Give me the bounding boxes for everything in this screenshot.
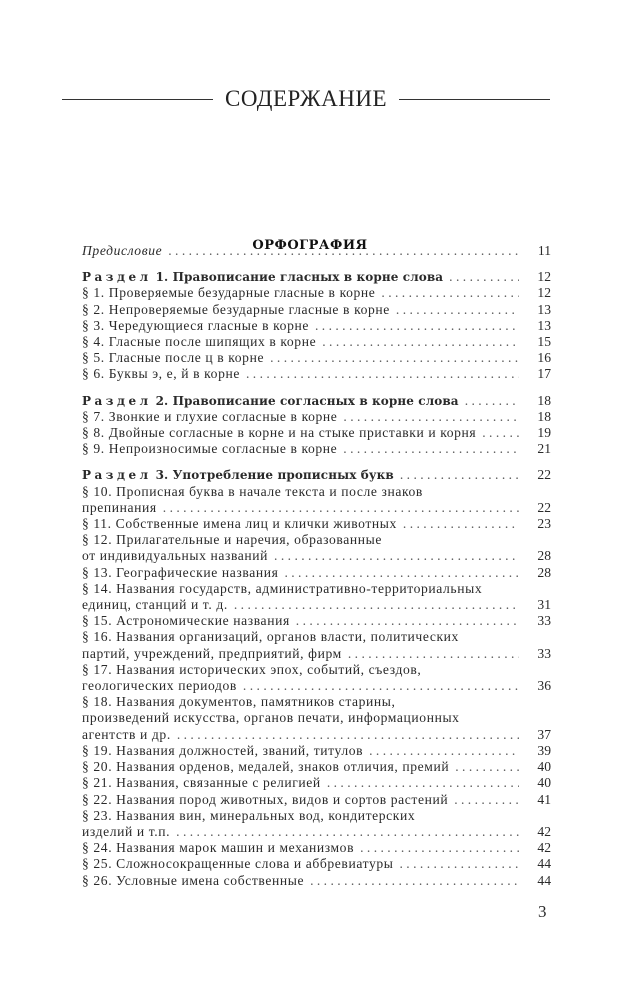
toc-line <box>82 759 551 775</box>
toc-section <box>82 467 551 483</box>
toc-line <box>82 409 551 425</box>
toc-line <box>82 516 551 532</box>
toc-entry <box>82 581 551 613</box>
toc-line <box>82 743 551 759</box>
section-prefix: Раздел <box>82 270 152 285</box>
entry-page-number: 16 <box>537 350 551 366</box>
entry-page-number: 19 <box>537 425 551 441</box>
entry-title: геологических периодов <box>82 678 237 694</box>
dot-leader <box>310 873 519 889</box>
entry-page-number: 18 <box>537 392 551 408</box>
entry-page-number: 33 <box>537 645 551 661</box>
toc-entry <box>82 532 551 564</box>
dot-leader <box>270 350 519 366</box>
entry-title: препинания <box>82 499 157 515</box>
entry-title: § 18. Названия документов, памятников старины, <box>82 694 396 710</box>
dot-leader <box>454 792 519 808</box>
entry-page-number: 42 <box>537 840 551 856</box>
entry-title: § 13. Географические названия <box>82 564 279 580</box>
entry-title: § 9. Непроизносимые согласные в корне <box>82 441 338 457</box>
header-rule-right <box>399 99 550 100</box>
toc-entry <box>82 840 551 856</box>
entry-title: § 26. Условные имена собственные <box>82 872 305 888</box>
dot-leader <box>176 824 519 840</box>
dot-leader <box>315 318 519 334</box>
entry-title: § 24. Названия марок машин и механизмов <box>82 840 355 856</box>
toc-entry <box>82 808 551 840</box>
section-heading <box>82 467 394 483</box>
entry-page-number: 21 <box>537 441 551 457</box>
section-prefix: Раздел <box>82 468 152 483</box>
entry-page-number: 11 <box>537 243 551 258</box>
toc-entry <box>82 484 551 516</box>
entry-page-number: 37 <box>537 726 551 742</box>
entry-title: § 15. Астрономические названия <box>82 613 290 629</box>
dot-leader <box>455 759 519 775</box>
entry-title: партий, учреждений, предприятий, фирм <box>82 645 342 661</box>
section-title: 2. Правописание согласных в корне слова <box>155 393 459 408</box>
dot-leader <box>348 646 519 662</box>
entry-title: § 12. Прилагательные и наречия, образованные <box>82 532 382 548</box>
toc-line <box>82 484 551 500</box>
entry-page-number: 17 <box>537 366 551 382</box>
dot-leader <box>296 613 519 629</box>
toc-entry <box>82 366 551 382</box>
toc-entry <box>82 565 551 581</box>
entry-page-number: 40 <box>537 775 551 791</box>
section-title: 3. Употребление прописных букв <box>155 468 394 483</box>
toc-line <box>82 581 551 597</box>
dot-leader <box>369 743 519 759</box>
toc-entry <box>82 662 551 694</box>
toc-entry <box>82 285 551 301</box>
entry-title: § 22. Названия пород животных, видов и сортов растений <box>82 791 449 807</box>
toc-line <box>82 840 551 856</box>
toc-line <box>82 285 551 301</box>
entry-title: § 17. Названия исторических эпох, событий, съездов, <box>82 661 422 677</box>
entry-title: Предисловие <box>82 243 163 258</box>
toc-line <box>82 532 551 548</box>
entry-title: § 5. Гласные после ц в корне <box>82 350 265 366</box>
entry-page-number: 13 <box>537 317 551 333</box>
toc-line <box>82 441 551 457</box>
entry-page-number: 13 <box>537 301 551 317</box>
toc-line <box>82 873 551 889</box>
toc-line <box>82 243 551 259</box>
toc-line <box>82 425 551 441</box>
entry-page-number: 22 <box>537 499 551 515</box>
entry-page-number: 23 <box>537 516 551 532</box>
toc-entry <box>82 318 551 334</box>
dot-leader <box>360 840 519 856</box>
entry-page-number: 41 <box>537 791 551 807</box>
dot-leader <box>246 366 519 382</box>
header-rule-left <box>62 99 213 100</box>
entry-title: от индивидуальных названий <box>82 548 269 564</box>
toc-line <box>82 646 551 662</box>
dot-leader <box>343 409 519 425</box>
dot-leader <box>284 565 519 581</box>
toc-entry <box>82 243 551 259</box>
dot-leader <box>403 516 519 532</box>
entry-page-number: 39 <box>537 742 551 758</box>
entry-title: произведений искусства, органов печати, информационных <box>82 710 460 726</box>
toc-line <box>82 710 551 726</box>
toc-entry <box>82 629 551 661</box>
toc-line <box>82 269 551 285</box>
entry-title: изделий и т.п. <box>82 823 171 839</box>
entry-page-number: 36 <box>537 678 551 694</box>
toc-line <box>82 808 551 824</box>
toc-entry <box>82 302 551 318</box>
entry-page-number: 15 <box>537 334 551 350</box>
section-heading <box>82 393 459 409</box>
entry-title: § 21. Названия, связанные с религией <box>82 775 321 791</box>
entry-page-number: 44 <box>537 856 551 872</box>
toc-line <box>82 597 551 613</box>
toc-entry <box>82 743 551 759</box>
toc-line <box>82 548 551 564</box>
entry-title: § 6. Буквы э, е, й в корне <box>82 366 240 382</box>
dot-leader <box>274 548 519 564</box>
toc-line <box>82 467 551 483</box>
toc-entry <box>82 759 551 775</box>
dot-leader <box>322 334 519 350</box>
entry-title: § 23. Названия вин, минеральных вод, кондитерских <box>82 807 416 823</box>
dot-leader <box>465 393 519 409</box>
toc-line <box>82 350 551 366</box>
toc-line <box>82 727 551 743</box>
toc-entry <box>82 350 551 366</box>
toc-line <box>82 856 551 872</box>
toc-section <box>82 393 551 409</box>
entry-title: § 3. Чередующиеся гласные в корне <box>82 317 309 333</box>
entry-title: § 8. Двойные согласные в корне и на стыке приставки и корня <box>82 425 477 441</box>
toc-entry <box>82 792 551 808</box>
entry-page-number: 12 <box>537 269 551 285</box>
dot-leader <box>327 775 519 791</box>
page-title: СОДЕРЖАНИЕ <box>225 86 388 111</box>
toc-line <box>82 393 551 409</box>
entry-title: § 2. Непроверяемые безударные гласные в корне <box>82 301 390 317</box>
toc-line <box>82 500 551 516</box>
dot-leader <box>400 467 519 483</box>
dot-leader <box>400 856 520 872</box>
toc-line <box>82 775 551 791</box>
entry-page-number: 22 <box>537 467 551 483</box>
entry-title: § 10. Прописная буква в начале текста и после знаков <box>82 483 423 499</box>
entry-title: § 11. Собственные имена лиц и клички животных <box>82 516 397 532</box>
dot-leader <box>177 727 519 743</box>
dot-leader <box>163 500 519 516</box>
dot-leader <box>243 678 519 694</box>
dot-leader <box>234 597 519 613</box>
toc-entry <box>82 775 551 791</box>
toc-entry <box>82 425 551 441</box>
toc-line <box>82 792 551 808</box>
entry-title: единиц, станций и т. д. <box>82 597 228 613</box>
toc-section <box>82 269 551 285</box>
entry-title: § 20. Названия орденов, медалей, знаков отличия, премий <box>82 759 450 775</box>
dot-leader <box>449 269 519 285</box>
entry-title: § 16. Названия организаций, органов власти, политических <box>82 629 459 645</box>
table-of-contents <box>82 243 551 889</box>
section-prefix: Раздел <box>82 393 152 408</box>
dot-leader <box>396 302 519 318</box>
entry-title: § 1. Проверяемые безударные гласные в корне <box>82 285 376 301</box>
toc-line <box>82 318 551 334</box>
toc-line <box>82 824 551 840</box>
dot-leader <box>381 285 519 301</box>
toc-entry <box>82 334 551 350</box>
part-title: ОРФОГРАФИЯ <box>252 238 368 253</box>
entry-title: § 25. Сложносокращенные слова и аббревиатуры <box>82 856 394 872</box>
toc-line <box>82 662 551 678</box>
entry-title: агентств и др. <box>82 726 171 742</box>
entry-title: § 7. Звонкие и глухие согласные в корне <box>82 408 338 424</box>
toc-entry <box>82 441 551 457</box>
toc-line <box>82 366 551 382</box>
entry-page-number: 42 <box>537 823 551 839</box>
dot-leader <box>343 441 519 457</box>
toc-line <box>82 694 551 710</box>
entry-title: § 14. Названия государств, административно-территориальных <box>82 580 483 596</box>
toc-line <box>82 613 551 629</box>
contents-header <box>62 86 550 112</box>
toc-line <box>82 629 551 645</box>
toc-entry <box>82 856 551 872</box>
section-heading <box>82 269 443 285</box>
dot-leader <box>168 243 519 259</box>
toc-line <box>82 678 551 694</box>
toc-line <box>82 334 551 350</box>
toc-line <box>82 302 551 318</box>
toc-entry <box>82 694 551 743</box>
toc-entry <box>82 873 551 889</box>
entry-page-number: 12 <box>537 285 551 301</box>
entry-page-number: 44 <box>537 872 551 888</box>
entry-page-number: 18 <box>537 408 551 424</box>
toc-entry <box>82 409 551 425</box>
entry-page-number: 33 <box>537 613 551 629</box>
entry-page-number: 28 <box>537 564 551 580</box>
entry-title: § 4. Гласные после шипящих в корне <box>82 334 317 350</box>
entry-page-number: 40 <box>537 759 551 775</box>
section-title: 1. Правописание гласных в корне слова <box>155 270 444 285</box>
toc-entry <box>82 613 551 629</box>
toc-line <box>82 565 551 581</box>
entry-page-number: 28 <box>537 548 551 564</box>
entry-page-number: 31 <box>537 597 551 613</box>
entry-title: § 19. Названия должностей, званий, титулов <box>82 742 364 758</box>
toc-entry <box>82 516 551 532</box>
page-number: 3 <box>538 902 547 921</box>
dot-leader <box>482 425 519 441</box>
